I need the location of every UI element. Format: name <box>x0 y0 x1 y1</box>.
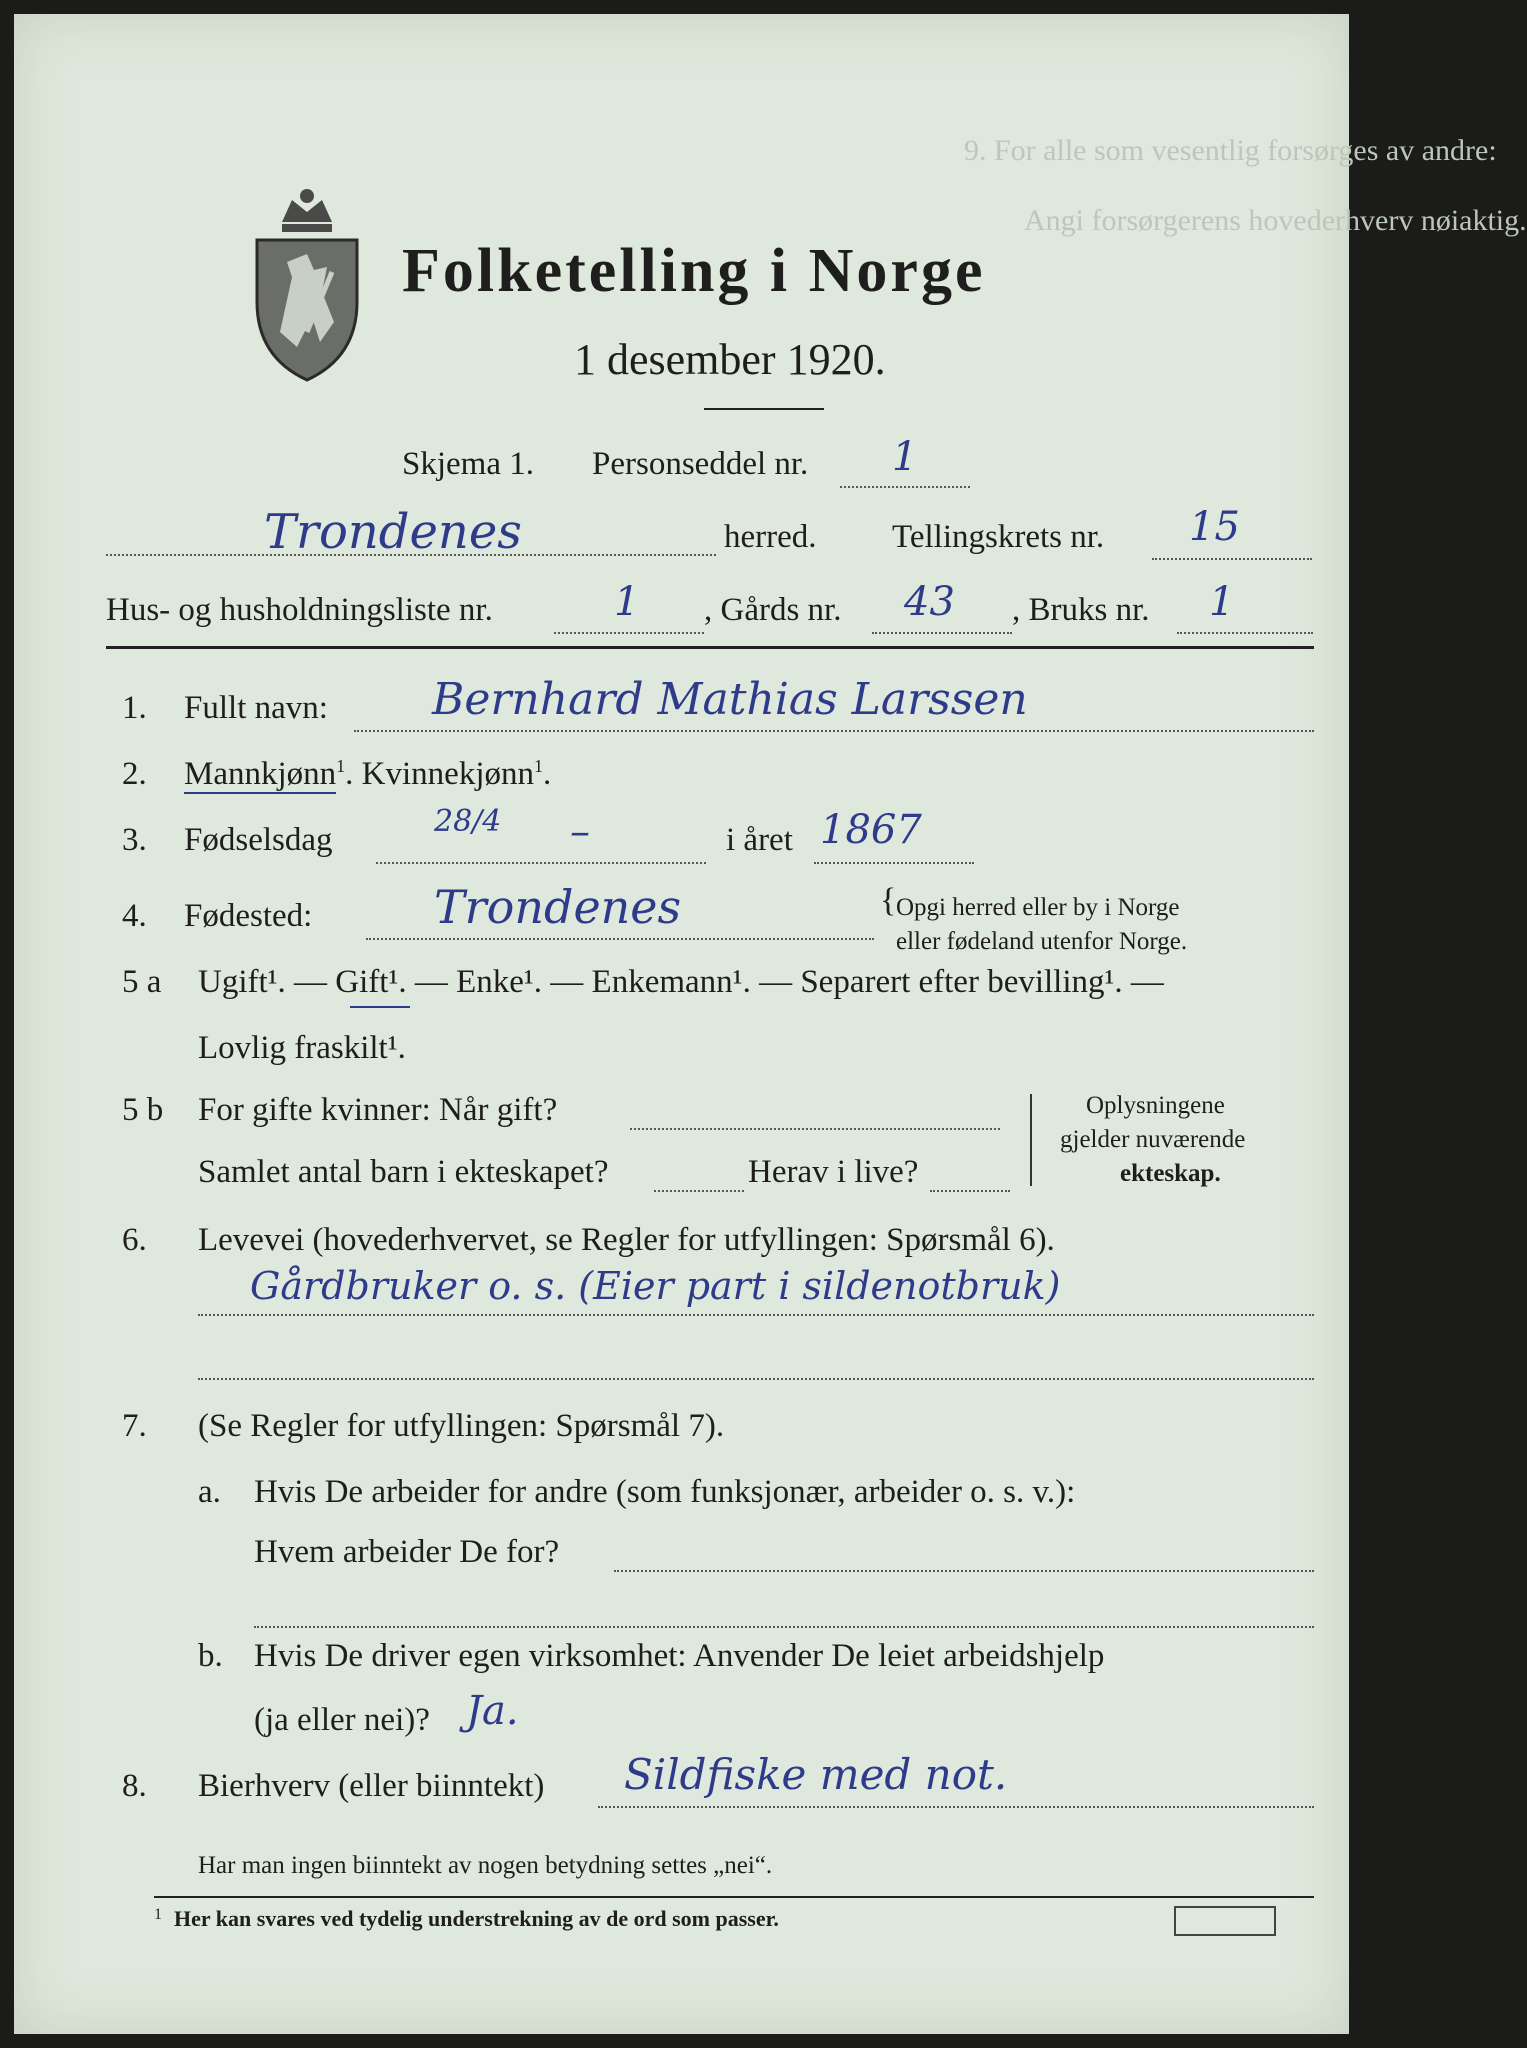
schema-number: Skjema 1. <box>402 446 534 482</box>
q7a-label-2: Hvem arbeider De for? <box>254 1534 560 1570</box>
q7a-line-2 <box>254 1626 1314 1628</box>
q4-line <box>366 938 874 940</box>
q3-year-line <box>814 862 974 864</box>
q3-day-line <box>376 862 706 864</box>
q5b-note-1: Oplysningene <box>1086 1092 1225 1119</box>
q7a-label-1: Hvis De arbeider for andre (som funksjonær, arbeider o. s. v.): <box>254 1474 1076 1510</box>
q8-number: 8. <box>122 1768 147 1804</box>
q4-number: 4. <box>122 898 147 934</box>
tellingskrets-value[interactable]: 15 <box>1189 504 1240 550</box>
q5b-children-line <box>654 1190 744 1192</box>
q1-line <box>354 730 1314 732</box>
q7b-label-2: (ja eller nei)? <box>254 1702 430 1738</box>
census-form <box>14 14 1527 2034</box>
q8-line <box>598 1806 1314 1808</box>
q3-dash: – <box>570 809 590 855</box>
q3-label: Fødselsdag <box>184 822 333 858</box>
q7a-letter: a. <box>198 1474 221 1510</box>
header-rule <box>106 646 1314 649</box>
q7a-line-1 <box>614 1570 1314 1572</box>
q3-number: 3. <box>122 822 147 858</box>
hus-line <box>554 632 704 634</box>
bruks-line <box>1177 632 1313 634</box>
printer-stamp <box>1174 1906 1276 1936</box>
q2-female-option[interactable]: Kvinnekjønn <box>361 756 534 792</box>
tellingskrets-label: Tellingskrets nr. <box>892 519 1105 555</box>
bruks-label: , Bruks nr. <box>1012 592 1150 628</box>
q3-day-value[interactable]: 28/4 <box>434 804 502 839</box>
q3-year-value[interactable]: 1867 <box>820 807 922 853</box>
gards-line <box>872 632 1012 634</box>
q3-year-label: i året <box>726 822 793 858</box>
bleed-through-text: Angi forsørgerens hovederhverv nøiaktig. <box>1024 204 1527 237</box>
q6-number: 6. <box>122 1222 147 1258</box>
q7b-letter: b. <box>198 1638 223 1674</box>
q2-options: Mannkjønn$^1$. Kvinnekjønn$^1$. <box>184 756 552 792</box>
herred-value[interactable]: Trondenes <box>264 504 522 560</box>
q5b-alive-line <box>930 1190 1010 1192</box>
q5a-gift-underline <box>350 1006 410 1008</box>
q6-line-2 <box>198 1378 1314 1380</box>
q5b-brace <box>1030 1094 1032 1186</box>
q8-value[interactable]: Sildfiske med not. <box>624 1750 1008 1799</box>
gards-label: , Gårds nr. <box>704 592 842 628</box>
footnote-text: Her kan svares ved tydelig understrekning av de ord som passer. <box>174 1906 779 1931</box>
hus-label: Hus- og husholdningsliste nr. <box>106 592 493 628</box>
bruks-value[interactable]: 1 <box>1209 579 1235 625</box>
q5a-number: 5 a <box>122 964 162 1000</box>
q4-brace: { <box>880 882 897 919</box>
q7b-value[interactable]: Ja. <box>466 1688 519 1734</box>
norwegian-lion-crest-icon <box>252 182 362 382</box>
q1-label: Fullt navn: <box>184 690 328 726</box>
hus-value[interactable]: 1 <box>614 579 640 625</box>
q5b-label-2: Samlet antal barn i ekteskapet? <box>198 1154 609 1190</box>
title-divider <box>704 408 824 410</box>
q8-label: Bierhverv (eller biinntekt) <box>198 1768 545 1804</box>
bleed-through-text: 9. For alle som vesentlig forsørges av andre: <box>964 134 1497 167</box>
q2-male-option[interactable]: Mannkjønn <box>184 756 337 792</box>
footnote-rule <box>154 1896 1314 1898</box>
footnote-marker: 1 <box>154 1906 162 1923</box>
personseddel-value[interactable]: 1 <box>892 434 918 480</box>
q4-note-2: eller fødeland utenfor Norge. <box>896 928 1188 955</box>
q2-number: 2. <box>122 756 147 792</box>
personseddel-line <box>840 486 970 488</box>
tellingskrets-line <box>1152 558 1312 560</box>
q6-label: Levevei (hovederhvervet, se Regler for utfyllingen: Spørsmål 6). <box>198 1222 1055 1258</box>
q5b-married-line <box>630 1128 1000 1130</box>
q7-number: 7. <box>122 1408 147 1444</box>
q6-value[interactable]: Gårdbruker o. s. (Eier part i sildenotbruk) <box>250 1264 1061 1308</box>
q1-number: 1. <box>122 690 147 726</box>
q7b-label-1: Hvis De driver egen virksomhet: Anvender De leiet arbeidshjelp <box>254 1638 1105 1674</box>
q4-label: Fødested: <box>184 898 313 934</box>
q4-value[interactable]: Trondenes <box>434 880 682 934</box>
census-date: 1 desember 1920. <box>574 335 886 384</box>
herred-label: herred. <box>724 519 817 555</box>
q6-line-1 <box>198 1314 1314 1316</box>
q5b-label-1: For gifte kvinner: Når gift? <box>198 1092 558 1128</box>
q5b-label-3: Herav i live? <box>748 1154 919 1190</box>
q5b-note-3: ekteskap. <box>1120 1160 1221 1187</box>
q4-note-1: Opgi herred eller by i Norge <box>896 894 1180 921</box>
q7-label: (Se Regler for utfyllingen: Spørsmål 7). <box>198 1408 725 1444</box>
form-title: Folketelling i Norge <box>402 237 986 305</box>
personseddel-label: Personseddel nr. <box>592 446 809 482</box>
gards-value[interactable]: 43 <box>904 579 955 625</box>
q5a-option-fraskilt[interactable]: Lovlig fraskilt¹. <box>198 1030 406 1066</box>
q5b-number: 5 b <box>122 1092 164 1128</box>
q1-value[interactable]: Bernhard Mathias Larssen <box>432 674 1028 725</box>
q5b-note-2: gjelder nuværende <box>1060 1126 1246 1153</box>
q5a-options[interactable]: Ugift¹. — Gift¹. — Enke¹. — Enkemann¹. — Separert efter bevilling¹. — <box>198 964 1164 1000</box>
biinntekt-note: Har man ingen biinntekt av nogen betydning settes „nei“. <box>198 1852 773 1879</box>
